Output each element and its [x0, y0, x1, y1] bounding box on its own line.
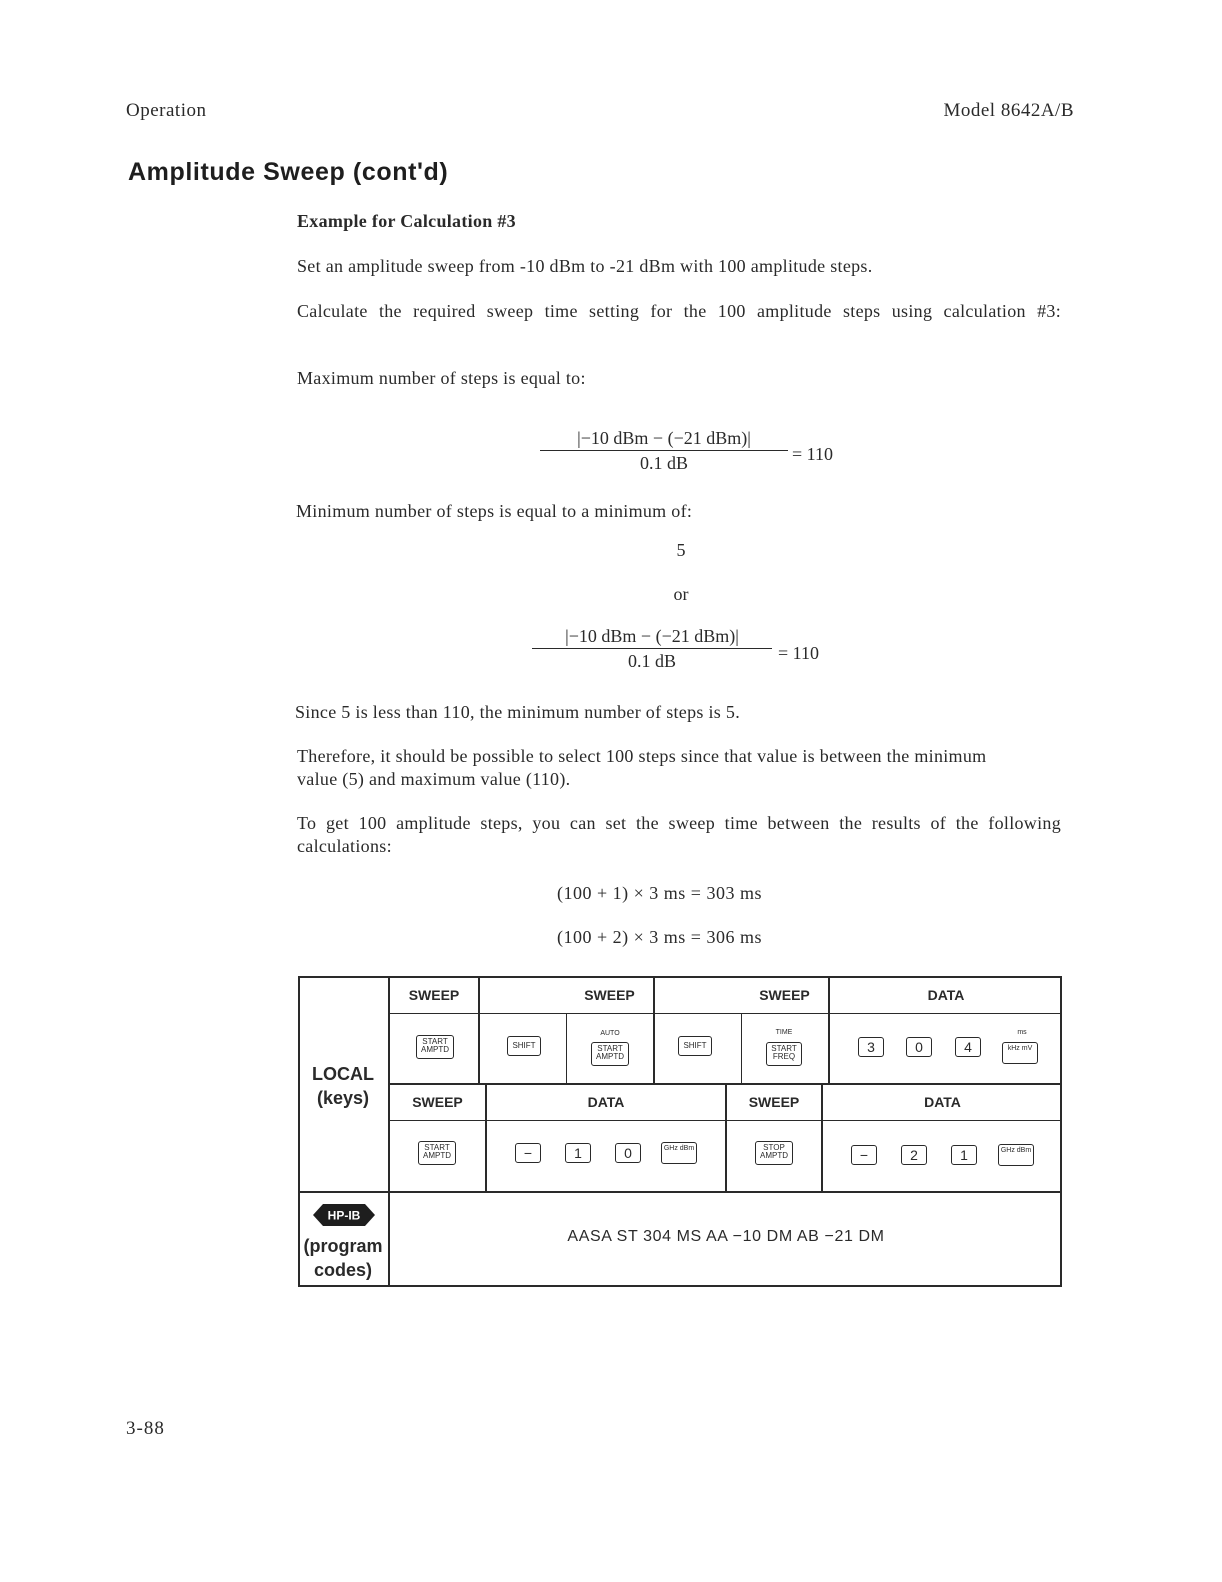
khz-mv-key[interactable]: kHz mV: [1002, 1042, 1038, 1064]
paragraph-5: Since 5 is less than 110, the minimum number of steps is 5.: [295, 702, 740, 722]
equation-max-steps: [540, 428, 788, 474]
digit-key-4[interactable]: 4: [955, 1037, 981, 1057]
ghz-dbm-key[interactable]: GHz dBm: [998, 1144, 1034, 1166]
equation-min-steps: [532, 626, 772, 672]
local-label: LOCAL (keys): [312, 1064, 374, 1108]
paragraph-6: Therefore, it should be possible to select 100 steps since that value is between the minimum value (5) and maximum value (110).: [297, 746, 987, 789]
or-text: or: [673, 584, 689, 604]
digit-key-0[interactable]: 0: [615, 1143, 641, 1163]
paragraph-4: Minimum number of steps is equal to a minimum of:: [296, 501, 693, 521]
column-header-data: DATA: [927, 987, 965, 1003]
paragraph-3: Maximum number of steps is equal to:: [297, 368, 586, 388]
auto-label: AUTO: [600, 1030, 620, 1037]
shift-key[interactable]: SHIFT: [507, 1036, 541, 1056]
column-header-sweep: SWEEP: [759, 987, 810, 1003]
paragraph-2: Calculate the required sweep time setting for the 100 amplitude steps using calculation #3:: [297, 301, 1061, 321]
start-amptd-key[interactable]: START AMPTD: [418, 1141, 456, 1165]
column-header-sweep: SWEEP: [748, 1094, 800, 1110]
running-header-right: Model 8642A/B: [943, 100, 1074, 121]
equation-denominator: 0.1 dB: [627, 651, 676, 671]
column-header-sweep: SWEEP: [408, 987, 460, 1003]
minus-key[interactable]: −: [851, 1145, 877, 1165]
digit-key-2[interactable]: 2: [901, 1145, 927, 1165]
calculation-2: (100 + 2) × 3 ms = 306 ms: [557, 927, 762, 947]
digit-key-0[interactable]: 0: [906, 1037, 932, 1057]
digit-key-1[interactable]: 1: [565, 1143, 591, 1163]
hp-ib-logo: [313, 1204, 375, 1226]
shift-key[interactable]: SHIFT: [678, 1036, 712, 1056]
column-header-data: DATA: [587, 1094, 625, 1110]
stop-amptd-key[interactable]: STOP AMPTD: [755, 1141, 793, 1165]
equation-result: = 110: [792, 444, 833, 464]
program-codes: AASA ST 304 MS AA −10 DM AB −21 DM: [567, 1228, 885, 1245]
digit-key-1[interactable]: 1: [951, 1145, 977, 1165]
calculation-1: (100 + 1) × 3 ms = 303 ms: [557, 883, 762, 903]
section-title: Amplitude Sweep (cont'd): [128, 158, 449, 186]
equation-result: = 110: [778, 643, 819, 663]
start-amptd-key[interactable]: START AMPTD: [416, 1035, 454, 1059]
example-heading: Example for Calculation #3: [297, 211, 516, 231]
digit-key-3[interactable]: 3: [858, 1037, 884, 1057]
paragraph-1: Set an amplitude sweep from -10 dBm to -21 dBm with 100 amplitude steps.: [297, 256, 873, 276]
column-header-data: DATA: [924, 1094, 961, 1110]
time-label: TIME: [775, 1029, 793, 1036]
paragraph-7: To get 100 amplitude steps, you can set the sweep time between the results of the following calculations:: [297, 813, 1061, 856]
min-value: 5: [676, 540, 686, 560]
page-number: 3-88: [126, 1418, 165, 1439]
column-header-sweep: SWEEP: [412, 1094, 463, 1110]
running-header-left: Operation: [126, 100, 207, 121]
column-header-sweep: SWEEP: [584, 987, 635, 1003]
hp-ib-logo-text: HP-IB: [327, 1208, 361, 1223]
start-amptd-key[interactable]: START AMPTD: [591, 1042, 629, 1066]
equation-numerator: |−10 dBm − (−21 dBm)|: [540, 428, 788, 451]
start-freq-key[interactable]: START FREQ: [766, 1042, 802, 1066]
minus-key[interactable]: −: [515, 1143, 541, 1163]
ghz-dbm-key[interactable]: GHz dBm: [661, 1142, 697, 1164]
program-codes-label: (program codes): [303, 1236, 383, 1280]
equation-denominator: 0.1 dB: [639, 453, 688, 473]
equation-numerator: |−10 dBm − (−21 dBm)|: [532, 626, 772, 649]
ms-label: ms: [1017, 1029, 1027, 1036]
